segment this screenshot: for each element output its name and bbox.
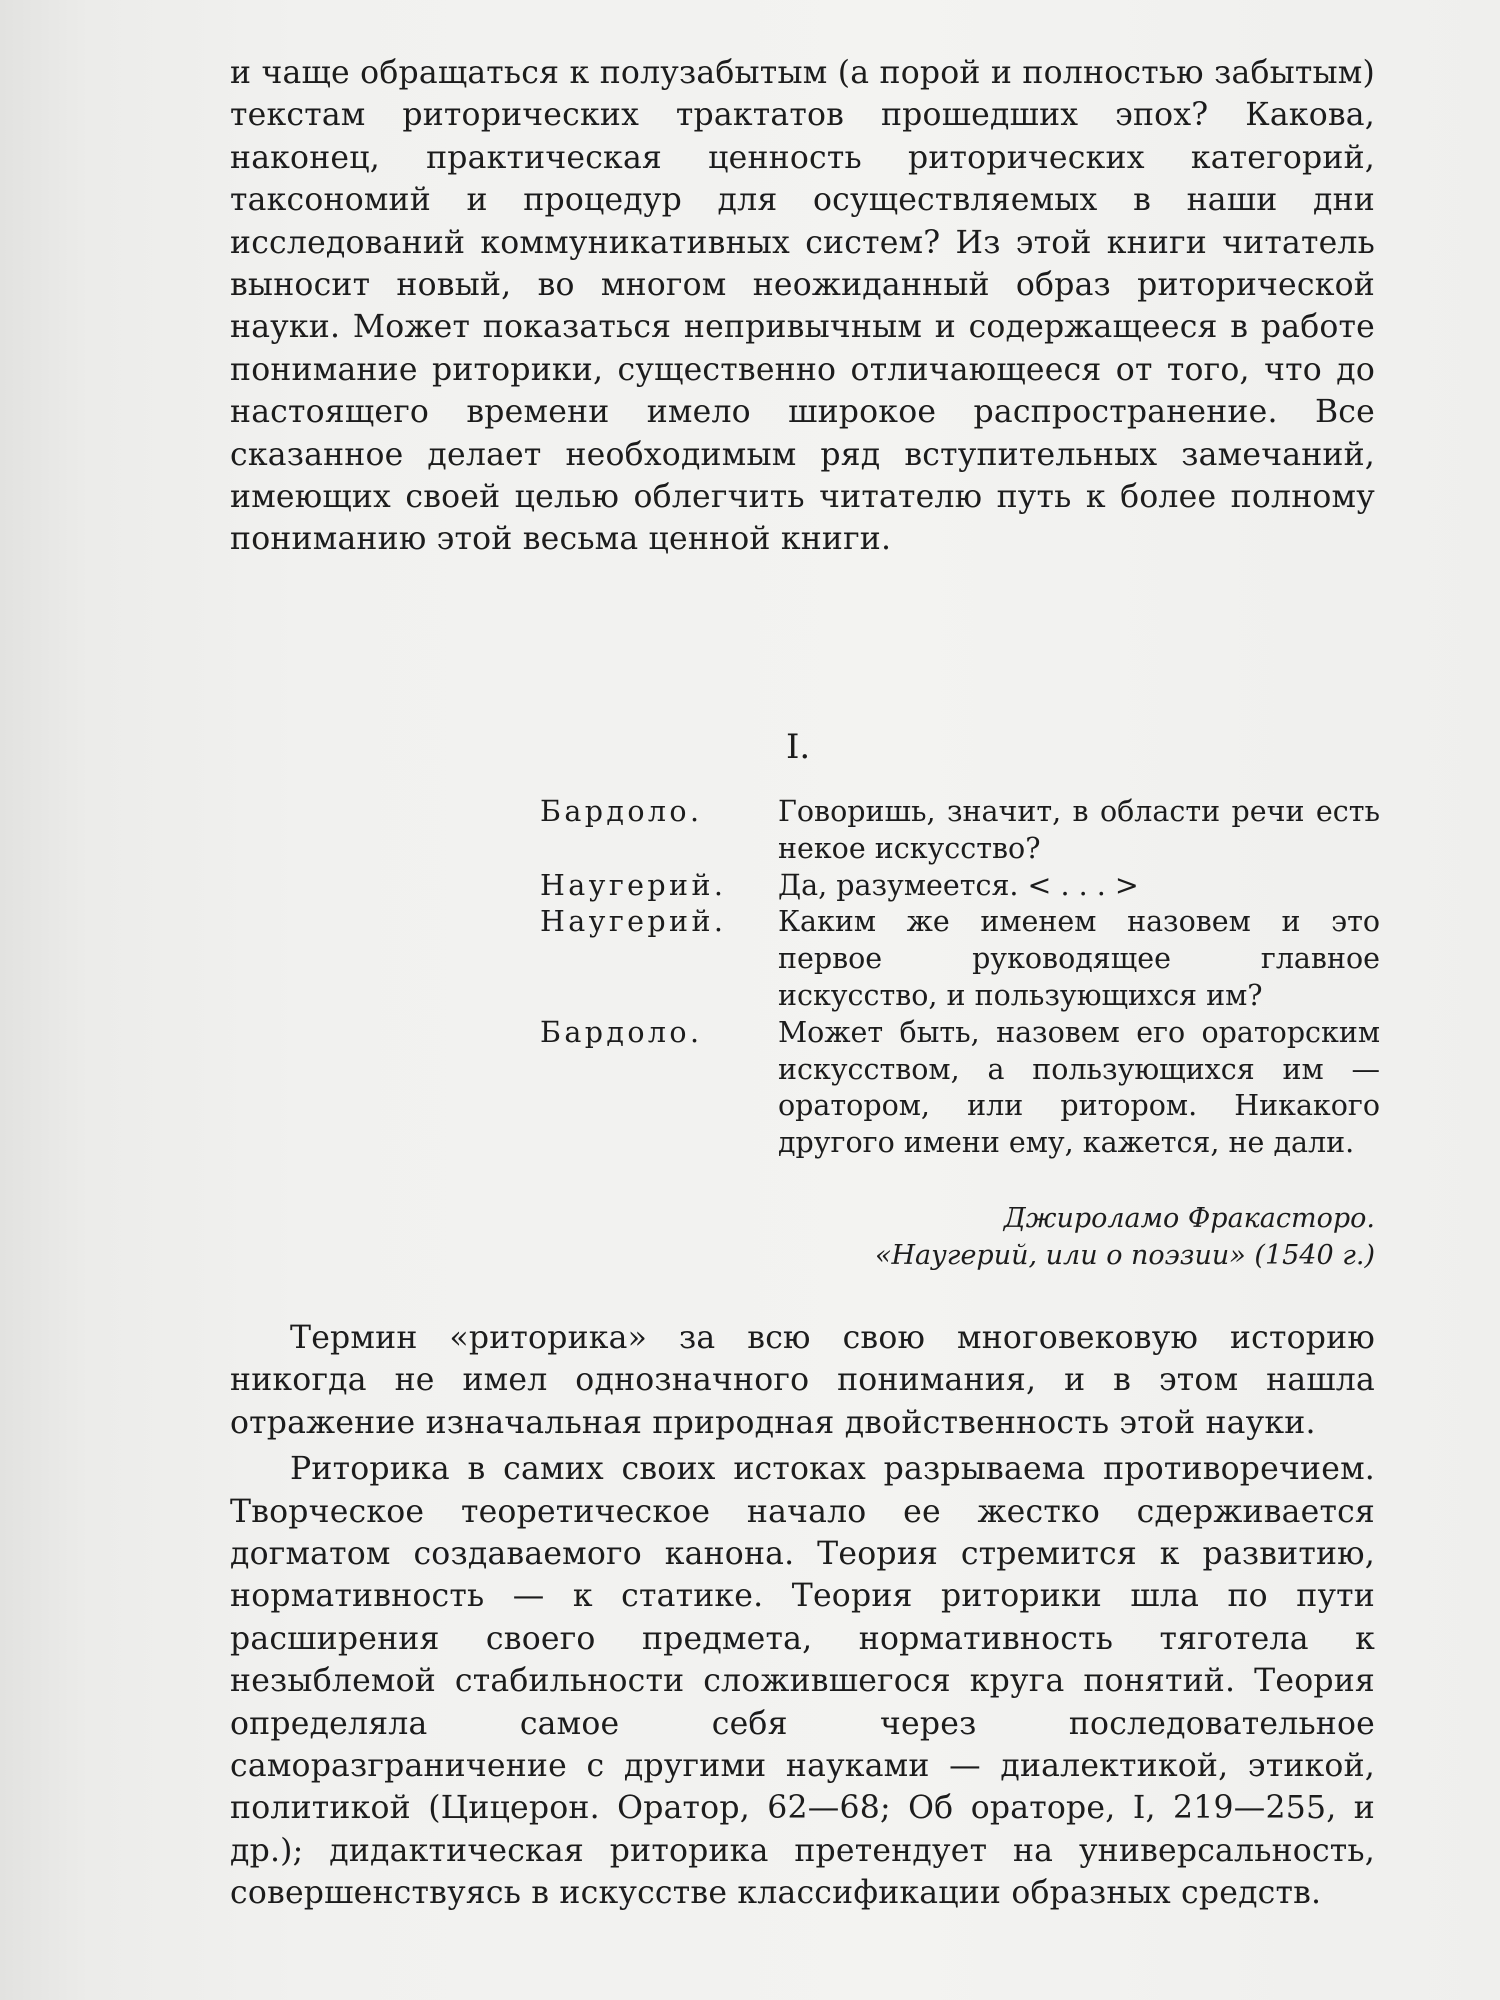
epigraph-dialogue — [540, 794, 1380, 1162]
epigraph-author: Джироламо Фракасторо. — [1003, 1203, 1375, 1234]
speaker-name: Бардоло. — [540, 1015, 703, 1049]
body-text — [230, 1317, 1375, 1915]
intro-paragraph: и чаще обращаться к полузабытым (а порой и полностью забытым) текстам риторических трактатов прошедших эпох? Какова, наконец, практическая ценность риторических категорий, таксономий и процедур для осуществляемых в наши дни исследований коммуникативных систем? Из этой книги читатель выносит новый, во многом неожиданный образ риторической науки. Может показаться непривычным и содержащееся в работе понимание риторики, существенно отличающееся от того, что до настоящего времени имело широкое распространение. Все сказанное делает необходимым ряд вступительных замечаний, имеющих своей целью облегчить читателю путь к более полному пониманию этой весьма ценной книги. — [230, 55, 1375, 558]
body-paragraph: Термин «риторика» за всю свою многовековую историю никогда не имел однозначного понимания, и в этом нашла отражение изначальная природная двойственность этой науки. — [230, 1320, 1375, 1441]
speaker-name: Наугерий. — [540, 868, 727, 902]
speech-text: Да, разумеется. < . . . > — [778, 868, 1139, 902]
book-page — [230, 52, 1380, 1912]
dialogue-line — [540, 1015, 1380, 1162]
epigraph-attribution — [875, 1200, 1375, 1274]
body-paragraph: Риторика в самих своих истоках разрываема противоречием. Творческое теоретическое начало ее жестко сдерживается догматом создаваемого канона. Теория стремится к развитию, нормативность — к статике. Теория риторики шла по пути расширения своего предмета, нормативность тяготела к незыблемой стабильности сложившегося круга понятий. Теория определяла самое себя через последовательное саморазграничение с другими науками — диалектикой, этикой, политикой (Цицерон. Оратор, 62—68; Об ораторе, I, 219—255, и др.); дидактическая риторика претендует на универсальность, совершенствуясь в искусстве классификации образных средств. — [230, 1451, 1375, 1912]
epigraph-source: «Наугерий, или о поэзии» (1540 г.) — [874, 1240, 1375, 1271]
speaker-name: Бардоло. — [540, 795, 703, 828]
section-number: I. — [786, 727, 811, 767]
dialogue-line — [540, 868, 1380, 905]
speech-text: Может быть, назовем его ораторским искусством, а пользующихся им — оратором, или ритором. Никакого другого имени ему, кажется, не дали. — [778, 1015, 1380, 1160]
speech-text: Говоришь, значит, в области речи есть некое искусство? — [778, 795, 1380, 865]
dialogue-line — [540, 904, 1380, 1014]
speaker-name: Наугерий. — [540, 905, 727, 939]
dialogue-line — [540, 794, 1380, 868]
speech-text: Каким же именем назовем и это первое руководящее главное искусство, и пользующихся им? — [778, 905, 1380, 1012]
